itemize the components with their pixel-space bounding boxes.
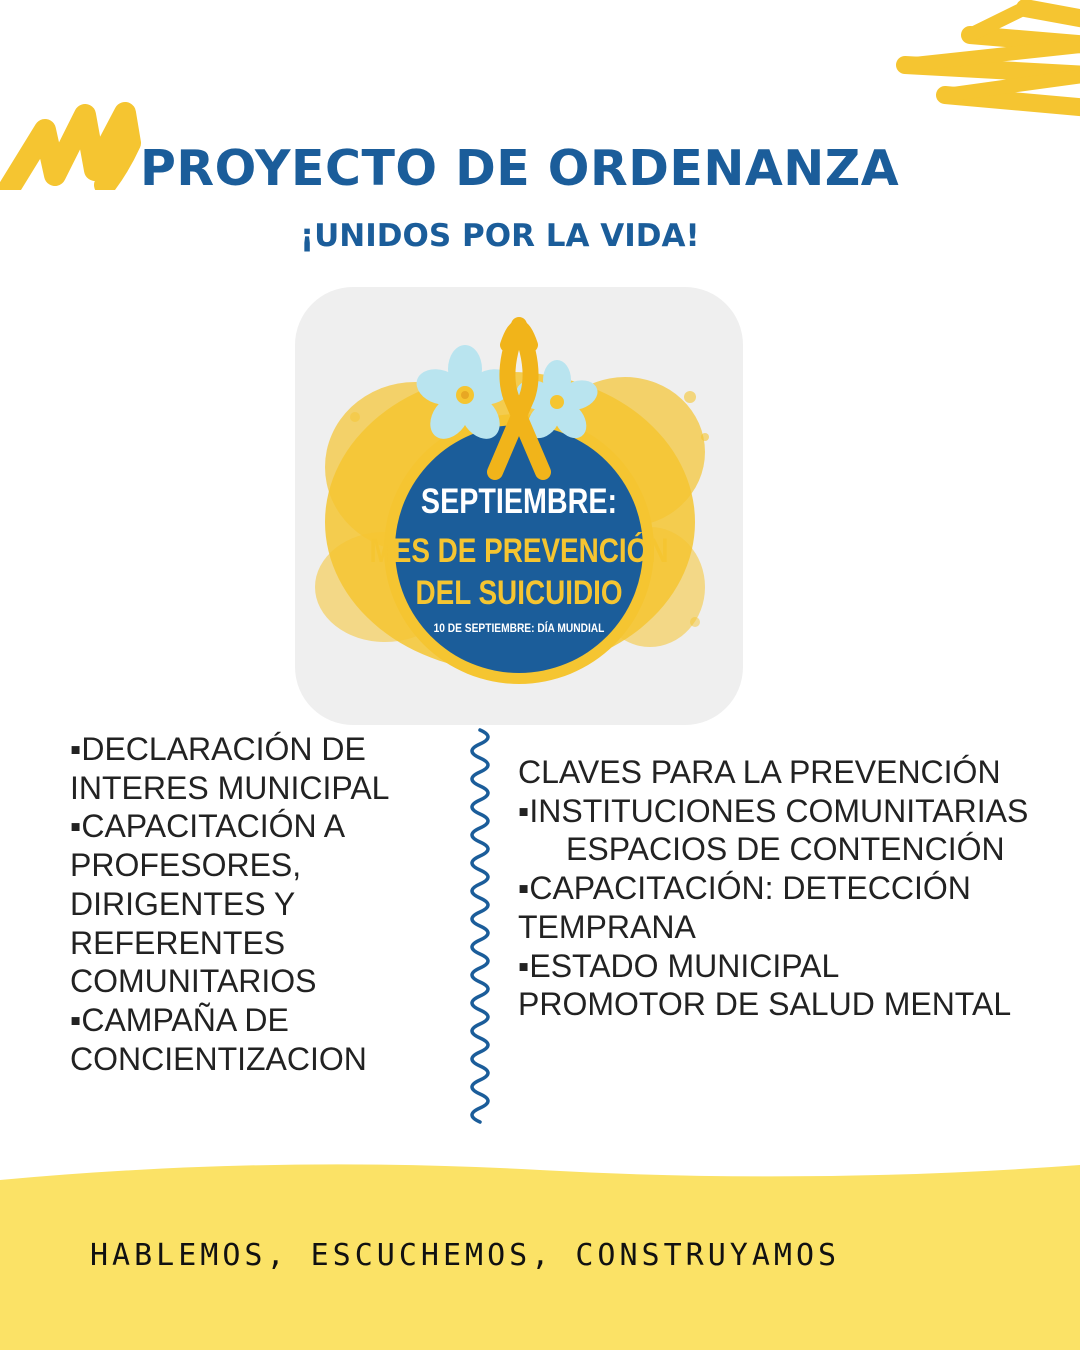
- list-item: TEMPRANA: [518, 908, 696, 945]
- badge-line-1: MES DE PREVENCIÓN: [369, 532, 669, 570]
- list-item: DIRIGENTES Y: [70, 885, 296, 922]
- list-item: COMUNITARIOS: [70, 963, 317, 1000]
- list-item: CONCIENTIZACION: [70, 1040, 367, 1077]
- prevention-keys-list: [518, 753, 1078, 1024]
- list-item: ▪CAPACITACIÓN: DETECCIÓN: [518, 870, 971, 907]
- list-item: PROMOTOR DE SALUD MENTAL: [518, 986, 1012, 1023]
- list-item: ▪ESTADO MUNICIPAL: [518, 947, 840, 984]
- yellow-scribble-left: [0, 55, 150, 190]
- page-title: PROYECTO DE ORDENANZA: [140, 140, 900, 197]
- prevention-month-badge: [295, 287, 743, 725]
- list-item: ▪CAPACITACIÓN A: [70, 808, 346, 845]
- list-item: ESPACIOS DE CONTENCIÓN: [566, 831, 1005, 868]
- list-item: ▪INSTITUCIONES COMUNITARIAS: [518, 792, 1029, 829]
- list-item: ▪CAMPAÑA DE: [70, 1001, 289, 1038]
- list-heading: CLAVES PARA LA PREVENCIÓN: [518, 754, 1001, 790]
- yellow-scribble-right: [885, 0, 1080, 125]
- badge-title: SEPTIEMBRE:: [420, 482, 618, 521]
- list-item: INTERES MUNICIPAL: [70, 769, 390, 806]
- wavy-divider: [455, 725, 505, 1130]
- list-item: PROFESORES,: [70, 847, 302, 884]
- ordinance-actions-list: [70, 730, 450, 1078]
- list-item: ▪DECLARACIÓN DE: [70, 731, 366, 767]
- list-item: REFERENTES: [70, 924, 286, 961]
- badge-line-2: DEL SUICUIDIO: [415, 574, 623, 612]
- badge-date-line: 10 DE SEPTIEMBRE: DÍA MUNDIAL: [433, 621, 605, 635]
- page-subtitle: ¡UNIDOS POR LA VIDA!: [300, 218, 700, 254]
- footer-slogan: HABLEMOS, ESCUCHEMOS, CONSTRUYAMOS: [90, 1238, 841, 1273]
